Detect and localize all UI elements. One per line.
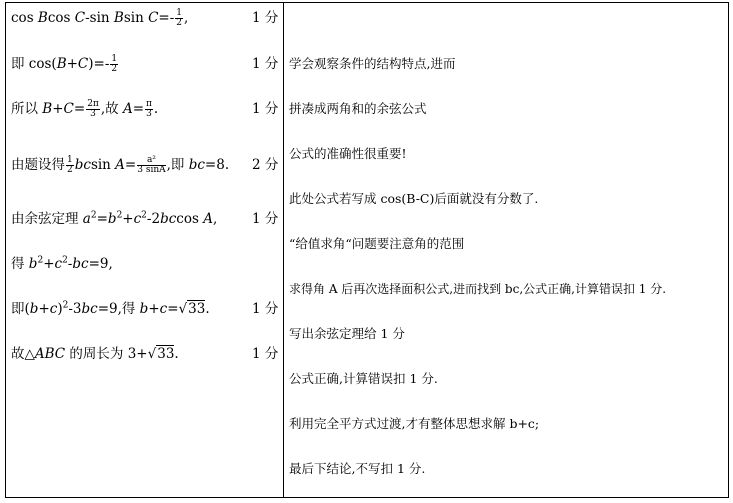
score-2: 1 分 <box>252 56 279 72</box>
left-line-8: 故△ABC 的周长为 3+√33. <box>11 346 179 362</box>
left-line-3: 所以 B+C= $\frac{2\pi}{3}$ ,故 A= $\frac{\pi}{3}$ . <box>11 99 159 119</box>
comment-3: 公式的准确性很重要! <box>289 146 407 161</box>
score-4: 2 分 <box>252 157 279 173</box>
left-line-4: 由题设得 $\frac{1}{2}$ bcsin A= $\frac{\text{a²}}{3 \sin A}$ ,即 bc=8. <box>11 155 230 175</box>
score-1: 1 分 <box>252 10 279 26</box>
comment-5: “给值求角“问题要注意角的范围 <box>289 236 465 251</box>
comment-7: 写出余弦定理给 1 分 <box>289 326 405 341</box>
score-3: 1 分 <box>252 101 279 117</box>
comment-9: 利用完全平方式过渡,才有整体思想求解 b+c; <box>289 416 540 431</box>
comment-2: 拼凑成两角和的余弦公式 <box>289 101 427 116</box>
comment-8: 公式正确,计算错误扣 1 分. <box>289 371 438 386</box>
left-line-7: 即$(b+c)^2-3bc=9$,得 b+c=√33. <box>11 300 210 317</box>
comment-1: 学会观察条件的结构特点,进而 <box>289 56 456 71</box>
score-7: 1 分 <box>252 301 279 317</box>
score-5: 1 分 <box>252 211 279 227</box>
score-8: 1 分 <box>252 346 279 362</box>
left-line-1: cos Bcos C-sin Bsin C=- $\frac{1}{2}$ , <box>11 8 189 28</box>
left-line-2: 即 cos(B+C)=- $\frac{1}{2}$ <box>11 54 118 74</box>
comment-10: 最后下结论,不写扣 1 分. <box>289 461 426 476</box>
comment-4: 此处公式若写成 cos(B-C)后面就没有分数了. <box>289 191 539 206</box>
comment-6: 求得角 A 后再次选择面积公式,进而找到 bc,公式正确,计算错误扣 1 分. <box>289 282 667 296</box>
column-divider <box>283 2 284 498</box>
left-line-6: 得 $b^2+c^2-bc=9$, <box>11 255 113 272</box>
left-line-5: 由余弦定理 $a^2=b^2+c^2-2bccos$ A, <box>11 210 218 227</box>
